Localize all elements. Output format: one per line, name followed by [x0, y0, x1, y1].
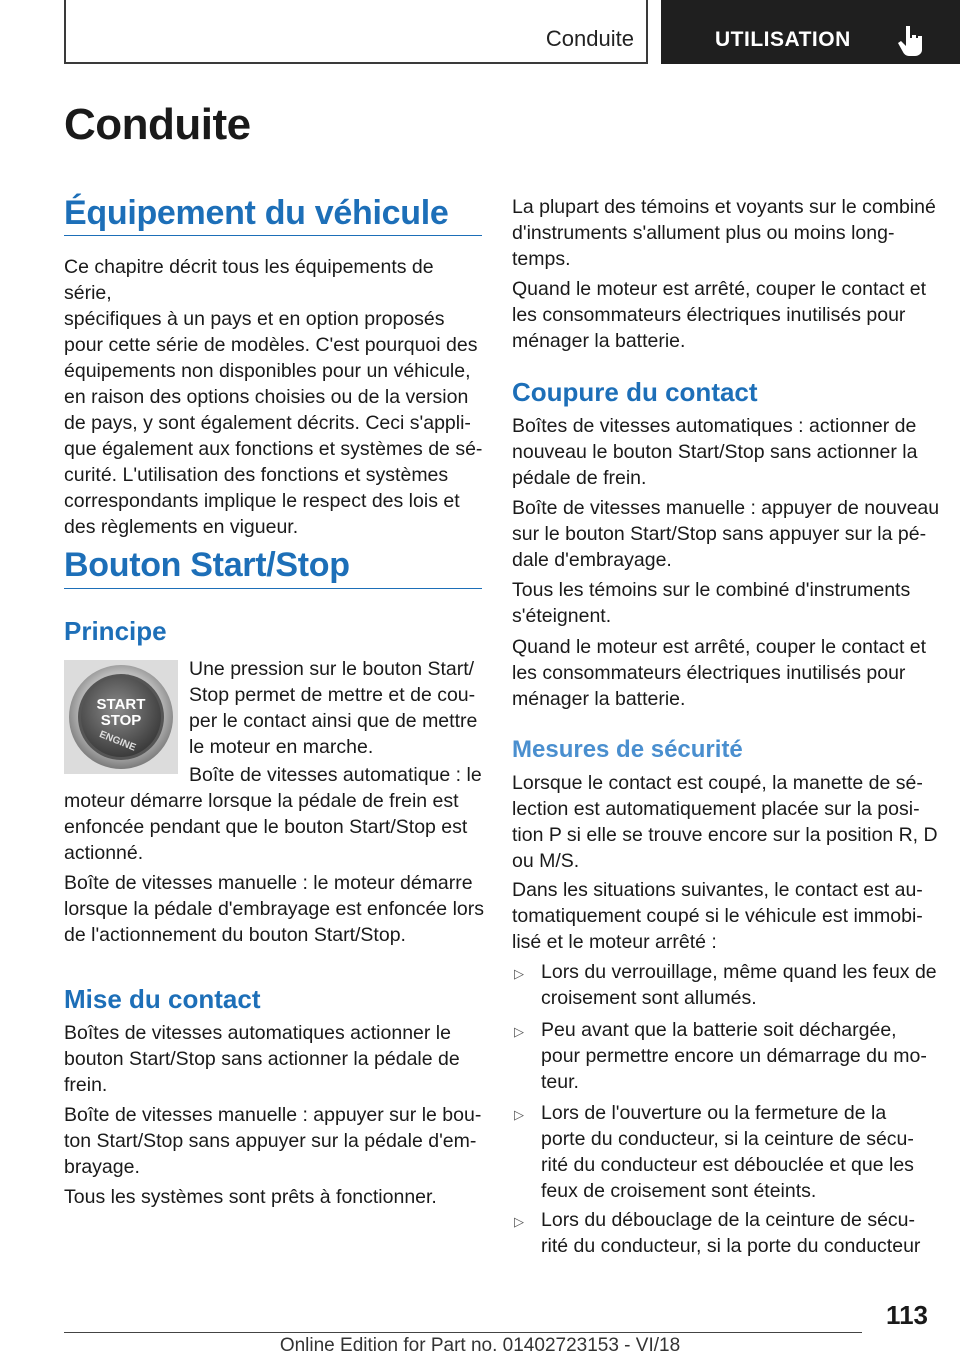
footer-rule — [64, 1332, 862, 1333]
heading-coupure-contact: Coupure du contact — [512, 377, 758, 407]
heading-mesures-securite: Mesures de sécurité — [512, 736, 743, 763]
start-stop-button-image — [64, 660, 178, 774]
page-number: 113 — [886, 1300, 928, 1330]
running-header-section: Conduite — [545, 26, 634, 51]
paragraph-auto-start-a: Boîte de vitesses automatique : le — [189, 764, 482, 786]
page-title: Conduite — [64, 100, 251, 149]
pointing-hand-icon — [897, 24, 925, 56]
bullet-marker: ▷ — [514, 966, 524, 981]
paragraph-intro-batterie: Quand le moteur est arrêté, couper le contact et les consommateurs électriques inutilisés pour ménager la batterie. — [512, 278, 927, 352]
button-label-engine: ENGINE — [97, 729, 138, 754]
heading-mise-contact: Mise du contact — [64, 984, 261, 1014]
footer-edition: Online Edition for Part no. 01402723153 - VI/18 — [279, 1335, 681, 1356]
running-header-box — [64, 0, 648, 64]
paragraph-coupure-manual: Boîte de vitesses manuelle : appuyer de nouveau sur le bouton Start/Stop sans appuyer sur la pé‐ dale d'embrayage. — [512, 497, 940, 571]
chapter-tab-label: UTILISATION — [715, 28, 851, 51]
heading-rule — [64, 235, 482, 236]
paragraph-coupure-temoins: Tous les témoins sur le combiné d'instruments s'éteignent. — [512, 579, 911, 627]
bullet-marker: ▷ — [514, 1024, 524, 1039]
paragraph-mise-auto: Boîtes de vitesses automatiques actionner le bouton Start/Stop sans actionner la pédale de frein. — [64, 1022, 460, 1096]
paragraph-auto-start-b: moteur démarre lorsque la pédale de frein est enfoncée pendant que le bouton Start/Stop est actionné. — [64, 790, 468, 864]
list-item: Peu avant que la batterie soit déchargée, pour permettre encore un démarrage du mo‐ teur. — [541, 1019, 927, 1093]
heading-equipement: Équipement du véhicule — [64, 194, 449, 232]
paragraph-manual-start: Boîte de vitesses manuelle : le moteur démarre lorsque la pédale d'embrayage est enfoncée lors de l'actionnement du bouton Start/Stop. — [64, 872, 484, 946]
paragraph-mise-manual: Boîte de vitesses manuelle : appuyer sur le bou‐ ton Start/Stop sans appuyer sur la pédale d'em‐ brayage. — [64, 1104, 482, 1178]
button-label-start: START — [96, 696, 146, 713]
paragraph-coupure-batterie: Quand le moteur est arrêté, couper le contact et les consommateurs électriques inutilisés pour ménager la batterie. — [512, 636, 927, 710]
paragraph-equipement: Ce chapitre décrit tous les équipements de série, spécifiques à un pays et en option proposés pour cette série de modèles. C'est pourquoi des équipements non disponibles pour un véhicule, en raison des options choisies ou de la version de pays, y sont également décrits. Ceci s'appli‐ que également aux fonctions et systèmes de sé‐ curité. L'utilisation des fonctions et systèmes correspondants implique le respect des lois et des règlements en vigueur. — [64, 256, 483, 538]
heading-rule — [64, 588, 482, 589]
bullet-marker: ▷ — [514, 1214, 524, 1229]
start-stop-button-icon — [64, 660, 178, 774]
paragraph-mise-ready: Tous les systèmes sont prêts à fonctionner. — [64, 1186, 437, 1208]
button-label-stop: STOP — [100, 712, 142, 729]
list-item: Lors du verrouillage, même quand les feux de croisement sont allumés. — [541, 961, 937, 1009]
list-item: Lors du débouclage de la ceinture de sécu‐ rité du conducteur, si la porte du conducteur — [541, 1209, 921, 1257]
heading-start-stop: Bouton Start/Stop — [64, 546, 350, 584]
list-item: Lors de l'ouverture ou la fermeture de la porte du conducteur, si la ceinture de sécu‐ rité du conducteur est débouclée et que les feux de croisement sont éteints. — [541, 1102, 914, 1202]
paragraph-coupure-auto: Boîtes de vitesses automatiques : actionner de nouveau le bouton Start/Stop sans actionner la pédale de frein. — [512, 415, 918, 489]
chapter-tab — [661, 0, 960, 64]
paragraph-mesures: Lorsque le contact est coupé, la manette de sé‐ lection est automatiquement placée sur la posi‐ tion P si elle se trouve encore sur la position R, D ou M/S. — [512, 772, 938, 872]
heading-principe: Principe — [64, 616, 167, 646]
bullet-marker: ▷ — [514, 1107, 524, 1122]
paragraph-situations: Dans les situations suivantes, le contact est au‐ tomatiquement coupé si le véhicule est immobi‐ lisé et le moteur arrêté : — [512, 879, 923, 953]
paragraph-intro-temoins: La plupart des témoins et voyants sur le combiné d'instruments s'allument plus ou moins long‐ temps. — [512, 196, 936, 270]
paragraph-principe: Une pression sur le bouton Start/ Stop permet de mettre et de cou‐ per le contact ainsi que de mettre le moteur en marche. — [189, 658, 478, 758]
